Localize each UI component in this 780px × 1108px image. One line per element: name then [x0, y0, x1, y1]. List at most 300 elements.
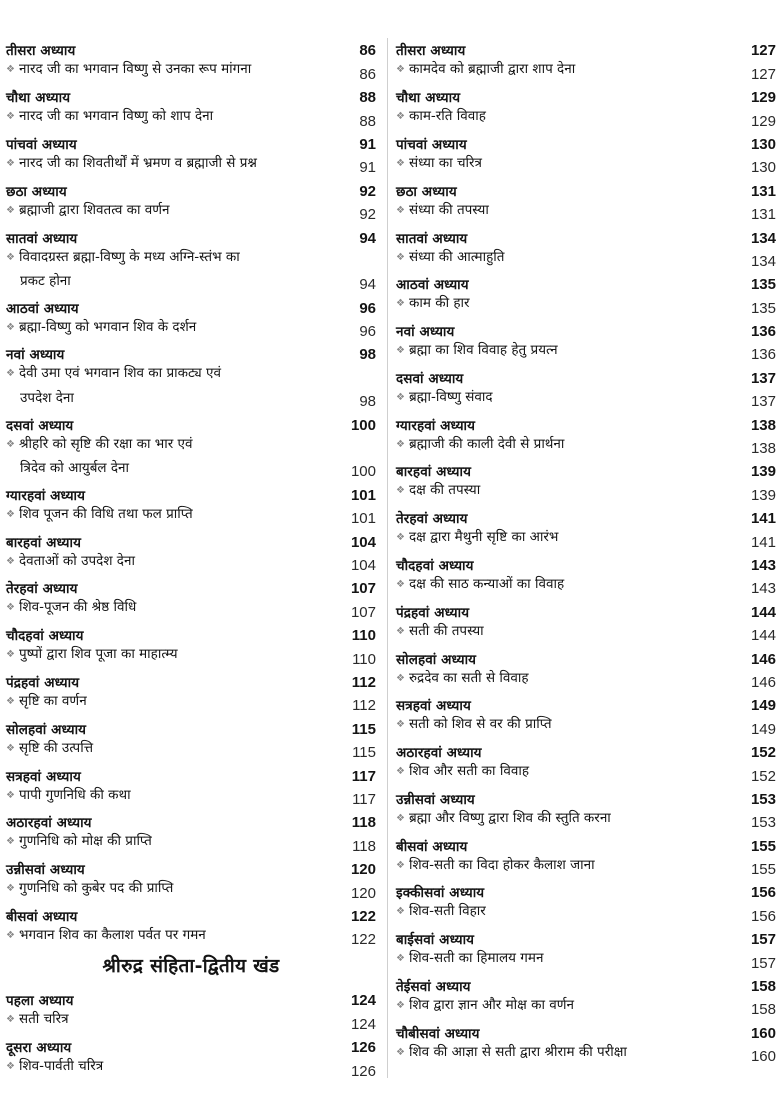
chapter-entry[interactable] — [6, 36, 376, 59]
topic-page-number: 141 — [750, 533, 776, 551]
diamond-bullet-icon: ❖ — [6, 64, 15, 76]
topic-entry[interactable] — [396, 247, 776, 270]
diamond-bullet-icon: ❖ — [396, 578, 405, 590]
chapter-entry[interactable] — [6, 480, 376, 503]
topic-entry[interactable] — [6, 644, 376, 667]
topic-entry[interactable] — [6, 59, 376, 82]
chapter-page-number: 101 — [350, 486, 376, 504]
diamond-bullet-icon: ❖ — [6, 438, 15, 450]
topic-title — [396, 152, 482, 176]
topic-page-number: 131 — [750, 206, 776, 224]
chapter-entry[interactable] — [6, 223, 376, 246]
chapter-page-number: 155 — [750, 837, 776, 855]
diamond-bullet-icon: ❖ — [396, 111, 405, 123]
topic-entry[interactable] — [396, 527, 776, 550]
topic-page-number: 144 — [750, 627, 776, 645]
chapter-entry[interactable] — [6, 83, 376, 106]
topic-title — [6, 550, 135, 574]
chapter-title: दूसरा अध्याय — [6, 1040, 72, 1057]
chapter-page-number: 127 — [750, 42, 776, 60]
diamond-bullet-icon: ❖ — [396, 672, 405, 684]
chapter-page-number: 141 — [750, 510, 776, 528]
chapter-title: बारहवां अध्याय — [6, 534, 82, 551]
topic-text: ब्रह्माजी द्वारा शिवतत्व का वर्णन — [18, 201, 170, 218]
topic-page-number: 158 — [750, 1001, 776, 1019]
topic-page-number: 118 — [352, 837, 376, 855]
chapter-page-number: 138 — [750, 416, 776, 434]
chapter-page-number: 131 — [750, 182, 776, 200]
topic-text: गुणनिधि को मोक्ष की प्राप्ति — [18, 833, 152, 850]
topic-entry[interactable] — [396, 995, 776, 1018]
diamond-bullet-icon: ❖ — [396, 298, 405, 310]
chapter-entry[interactable] — [396, 410, 776, 433]
topic-text: रुद्रदेव का सती से विवाह — [408, 669, 529, 686]
topic-text-continued: प्रकट होना — [20, 272, 71, 289]
diamond-bullet-icon: ❖ — [396, 859, 405, 871]
chapter-title: बीसवां अध्याय — [6, 908, 78, 925]
topic-title — [6, 362, 221, 410]
diamond-bullet-icon: ❖ — [396, 812, 405, 824]
topic-page-number: 129 — [750, 112, 776, 130]
toc-left-column — [6, 36, 376, 948]
chapter-page-number: 129 — [750, 89, 776, 107]
topic-entry[interactable] — [396, 761, 776, 784]
topic-title — [6, 784, 131, 808]
topic-title — [396, 1041, 627, 1065]
topic-entry[interactable] — [6, 363, 376, 410]
diamond-bullet-icon: ❖ — [396, 625, 405, 637]
toc-right-column — [396, 36, 776, 1065]
topic-entry[interactable] — [396, 480, 776, 503]
diamond-bullet-icon: ❖ — [6, 836, 15, 848]
topic-text: काम की हार — [408, 295, 470, 312]
chapter-title: चौथा अध्याय — [6, 90, 71, 107]
chapter-entry[interactable] — [6, 527, 376, 550]
topic-page-number: 115 — [352, 744, 376, 762]
topic-page-number: 122 — [350, 931, 376, 949]
diamond-bullet-icon: ❖ — [396, 953, 405, 965]
chapter-entry[interactable] — [396, 691, 776, 714]
topic-title — [6, 877, 173, 901]
chapter-entry[interactable] — [396, 925, 776, 948]
diamond-bullet-icon: ❖ — [6, 649, 15, 661]
topic-entry[interactable] — [396, 200, 776, 223]
topic-text: दक्ष की तपस्या — [408, 482, 481, 499]
topic-entry[interactable] — [396, 293, 776, 316]
chapter-title: पांचवां अध्याय — [396, 136, 467, 153]
chapter-entry[interactable] — [6, 293, 376, 316]
topic-entry[interactable] — [396, 340, 776, 363]
chapter-page-number: 104 — [350, 533, 376, 551]
chapter-entry[interactable] — [6, 808, 376, 831]
chapter-title: तेरहवां अध्याय — [396, 511, 468, 528]
topic-title — [396, 713, 552, 737]
chapter-page-number: 160 — [750, 1024, 776, 1042]
topic-page-number: 86 — [359, 65, 376, 83]
topic-entry[interactable] — [6, 106, 376, 129]
topic-text: संध्या की आत्माहुति — [408, 248, 505, 265]
chapter-entry[interactable] — [396, 644, 776, 667]
topic-page-number: 127 — [750, 65, 776, 83]
topic-title — [396, 339, 558, 363]
topic-text: ब्रह्मा का शिव विवाह हेतु प्रयत्न — [408, 342, 558, 359]
diamond-bullet-icon: ❖ — [6, 204, 15, 216]
topic-entry[interactable] — [6, 691, 376, 714]
topic-entry[interactable] — [396, 387, 776, 410]
topic-title — [396, 526, 558, 550]
topic-entry[interactable] — [6, 785, 376, 808]
topic-entry[interactable] — [6, 597, 376, 620]
topic-page-number: 152 — [750, 767, 776, 785]
topic-text: नारद जी का शिवतीर्थों में भ्रमण व ब्रह्माजी से प्रश्न — [18, 154, 257, 171]
chapter-page-number: 88 — [359, 89, 376, 107]
diamond-bullet-icon: ❖ — [6, 695, 15, 707]
topic-text: सृष्टि का वर्णन — [18, 692, 87, 709]
chapter-entry[interactable] — [6, 1033, 376, 1056]
diamond-bullet-icon: ❖ — [6, 251, 15, 263]
chapter-entry[interactable] — [6, 340, 376, 363]
chapter-title: बीसवां अध्याय — [396, 838, 468, 855]
topic-page-number: 104 — [350, 557, 376, 575]
chapter-page-number: 139 — [750, 463, 776, 481]
chapter-entry[interactable] — [6, 714, 376, 737]
topic-text: सती को शिव से वर की प्राप्ति — [408, 716, 552, 733]
chapter-page-number: 91 — [359, 135, 376, 153]
topic-entry[interactable] — [6, 831, 376, 854]
chapter-entry[interactable] — [6, 130, 376, 153]
topic-page-number: 156 — [750, 907, 776, 925]
topic-text: दक्ष की साठ कन्याओं का विवाह — [408, 575, 565, 592]
column-divider — [387, 38, 388, 1078]
chapter-title: उन्नीसवां अध्याय — [396, 791, 475, 808]
topic-page-number: 88 — [359, 112, 376, 130]
topic-page-number: 157 — [750, 954, 776, 972]
diamond-bullet-icon: ❖ — [6, 508, 15, 520]
topic-title — [396, 667, 529, 691]
diamond-bullet-icon: ❖ — [6, 789, 15, 801]
topic-text: सृष्टि की उत्पत्ति — [18, 739, 94, 756]
topic-page-number: 92 — [359, 206, 376, 224]
diamond-bullet-icon: ❖ — [6, 555, 15, 567]
chapter-entry[interactable] — [6, 855, 376, 878]
topic-title — [6, 1055, 103, 1079]
topic-page-number: 96 — [359, 323, 376, 341]
topic-entry[interactable] — [6, 878, 376, 901]
chapter-entry[interactable] — [396, 597, 776, 620]
chapter-title: दसवां अध्याय — [6, 417, 74, 434]
chapter-entry[interactable] — [396, 878, 776, 901]
topic-entry[interactable] — [6, 504, 376, 527]
topic-text: विवादग्रस्त ब्रह्मा-विष्णु के मध्य अग्नि-स्तंभ का — [18, 248, 240, 265]
topic-title — [6, 433, 193, 481]
topic-text: नारद जी का भगवान विष्णु को शाप देना — [18, 108, 214, 125]
chapter-page-number: 137 — [750, 369, 776, 387]
chapter-title: सातवां अध्याय — [6, 230, 78, 247]
toc-section-entries — [6, 986, 376, 1080]
chapter-title: सत्रहवां अध्याय — [396, 698, 471, 715]
diamond-bullet-icon: ❖ — [396, 157, 405, 169]
diamond-bullet-icon: ❖ — [6, 157, 15, 169]
topic-entry[interactable] — [396, 948, 776, 971]
chapter-title: आठवां अध्याय — [396, 277, 469, 294]
topic-page-number: 98 — [359, 393, 376, 411]
topic-text: शिव-सती विहार — [408, 903, 486, 920]
topic-text: शिव द्वारा ज्ञान और मोक्ष का वर्णन — [408, 997, 575, 1013]
chapter-entry[interactable] — [6, 668, 376, 691]
chapter-entry[interactable] — [6, 902, 376, 925]
topic-entry[interactable] — [396, 434, 776, 457]
diamond-bullet-icon: ❖ — [396, 906, 405, 918]
topic-page-number: 137 — [750, 393, 776, 411]
chapter-title: तीसरा अध्याय — [6, 43, 76, 60]
chapter-title: सोलहवां अध्याय — [6, 721, 87, 738]
chapter-entry[interactable] — [6, 574, 376, 597]
chapter-page-number: 96 — [359, 299, 376, 317]
topic-entry[interactable] — [6, 1009, 376, 1032]
chapter-title: बाईसवां अध्याय — [396, 932, 475, 949]
topic-page-number: 130 — [750, 159, 776, 177]
diamond-bullet-icon: ❖ — [396, 204, 405, 216]
topic-text: पापी गुणनिधि की कथा — [18, 786, 131, 803]
topic-page-number: 107 — [350, 603, 376, 621]
topic-page-number: 110 — [352, 650, 376, 668]
topic-title — [396, 760, 529, 784]
topic-entry[interactable] — [396, 59, 776, 82]
topic-title — [6, 690, 87, 714]
chapter-page-number: 144 — [750, 603, 776, 621]
section-heading: श्रीरुद्र संहिता-द्वितीय खंड — [102, 955, 280, 977]
topic-title — [396, 292, 470, 316]
diamond-bullet-icon: ❖ — [396, 485, 405, 497]
topic-entry[interactable] — [6, 317, 376, 340]
topic-page-number: 120 — [350, 884, 376, 902]
topic-text: संध्या का चरित्र — [408, 154, 482, 171]
diamond-bullet-icon: ❖ — [6, 321, 15, 333]
topic-text: पुष्पों द्वारा शिव पूजा का माहात्म्य — [18, 646, 178, 663]
chapter-title: अठारहवां अध्याय — [6, 815, 92, 832]
topic-entry[interactable] — [396, 855, 776, 878]
topic-page-number: 149 — [750, 720, 776, 738]
chapter-entry[interactable] — [6, 176, 376, 199]
chapter-entry[interactable] — [396, 36, 776, 59]
topic-text-continued: उपदेश देना — [20, 389, 74, 406]
topic-page-number: 135 — [750, 299, 776, 317]
topic-page-number: 155 — [750, 861, 776, 879]
topic-entry[interactable] — [396, 621, 776, 644]
topic-page-number: 112 — [352, 697, 376, 715]
topic-text: दक्ष द्वारा मैथुनी सृष्टि का आरंभ — [408, 529, 559, 546]
chapter-entry[interactable] — [6, 410, 376, 433]
diamond-bullet-icon: ❖ — [6, 883, 15, 895]
chapter-title: पंद्रहवां अध्याय — [396, 604, 470, 621]
chapter-title: बारहवां अध्याय — [396, 464, 472, 481]
diamond-bullet-icon: ❖ — [396, 438, 405, 450]
chapter-entry[interactable] — [6, 761, 376, 784]
topic-page-number: 153 — [750, 814, 776, 832]
chapter-title: तेईसवां अध्याय — [396, 979, 471, 996]
topic-entry[interactable] — [396, 574, 776, 597]
topic-entry[interactable] — [396, 901, 776, 924]
chapter-entry[interactable] — [396, 83, 776, 106]
topic-entry[interactable] — [396, 808, 776, 831]
topic-page-number: 117 — [352, 790, 376, 808]
topic-text: ब्रह्मा-विष्णु को भगवान शिव के दर्शन — [18, 318, 197, 335]
chapter-page-number: 135 — [750, 276, 776, 294]
topic-entry[interactable] — [396, 153, 776, 176]
diamond-bullet-icon: ❖ — [6, 111, 15, 123]
chapter-page-number: 115 — [351, 720, 376, 738]
diamond-bullet-icon: ❖ — [396, 64, 405, 76]
chapter-title: सत्रहवां अध्याय — [6, 768, 81, 785]
topic-page-number: 160 — [750, 1048, 776, 1066]
chapter-entry[interactable] — [396, 317, 776, 340]
chapter-page-number: 117 — [351, 767, 376, 785]
topic-entry[interactable] — [396, 714, 776, 737]
topic-text: शिव-सती का विदा होकर कैलाश जाना — [408, 856, 595, 873]
chapter-page-number: 157 — [750, 931, 776, 949]
diamond-bullet-icon: ❖ — [396, 532, 405, 544]
chapter-title: दसवां अध्याय — [396, 370, 464, 387]
chapter-title: अठारहवां अध्याय — [396, 745, 482, 762]
topic-title — [6, 924, 206, 948]
chapter-entry[interactable] — [396, 223, 776, 246]
topic-title — [6, 105, 213, 129]
chapter-entry[interactable] — [396, 270, 776, 293]
topic-page-number: 124 — [350, 1015, 376, 1033]
topic-title — [396, 854, 595, 878]
chapter-entry[interactable] — [396, 1018, 776, 1041]
chapter-page-number: 118 — [351, 814, 376, 832]
chapter-page-number: 126 — [350, 1039, 376, 1057]
topic-page-number: 134 — [750, 252, 776, 270]
chapter-page-number: 124 — [350, 992, 376, 1010]
topic-text: शिव की आज्ञा से सती द्वारा श्रीराम की परीक्षा — [408, 1043, 627, 1060]
chapter-page-number: 152 — [750, 744, 776, 762]
topic-title — [396, 994, 574, 1018]
topic-title — [396, 105, 486, 129]
topic-title — [396, 573, 564, 597]
topic-entry[interactable] — [396, 106, 776, 129]
topic-title — [396, 479, 480, 503]
diamond-bullet-icon: ❖ — [6, 602, 15, 614]
topic-page-number: 139 — [750, 486, 776, 504]
topic-title — [396, 807, 611, 831]
topic-entry[interactable] — [6, 153, 376, 176]
chapter-entry[interactable] — [396, 504, 776, 527]
diamond-bullet-icon: ❖ — [396, 719, 405, 731]
topic-text: शिव पूजन की विधि तथा फल प्राप्ति — [18, 505, 193, 522]
chapter-title: नवां अध्याय — [396, 324, 455, 341]
chapter-page-number: 136 — [750, 323, 776, 341]
topic-page-number: 94 — [359, 276, 376, 294]
chapter-entry[interactable] — [6, 621, 376, 644]
chapter-page-number: 130 — [750, 135, 776, 153]
topic-entry[interactable] — [6, 925, 376, 948]
topic-text: भगवान शिव का कैलाश पर्वत पर गमन — [18, 926, 206, 943]
topic-page-number: 100 — [350, 463, 376, 481]
diamond-bullet-icon: ❖ — [6, 1061, 15, 1073]
topic-page-number: 143 — [750, 580, 776, 598]
diamond-bullet-icon: ❖ — [396, 391, 405, 403]
chapter-entry[interactable] — [6, 986, 376, 1009]
topic-entry[interactable] — [6, 434, 376, 481]
chapter-title: चौदहवां अध्याय — [396, 557, 474, 574]
chapter-page-number: 112 — [351, 673, 376, 691]
topic-page-number: 101 — [350, 510, 376, 528]
chapter-entry[interactable] — [396, 785, 776, 808]
topic-text: ब्रह्माजी की काली देवी से प्रार्थना — [408, 435, 565, 452]
topic-text: ब्रह्मा-विष्णु संवाद — [408, 388, 493, 405]
topic-text: श्रीहरि को सृष्टि की रक्षा का भार एवं — [18, 435, 193, 452]
diamond-bullet-icon: ❖ — [6, 368, 15, 380]
topic-page-number: 138 — [750, 440, 776, 458]
chapter-entry[interactable] — [396, 831, 776, 854]
chapter-entry[interactable] — [396, 363, 776, 386]
topic-text: कामदेव को ब्रह्माजी द्वारा शाप देना — [408, 61, 576, 78]
chapter-title: पहला अध्याय — [6, 993, 74, 1010]
diamond-bullet-icon: ❖ — [6, 929, 15, 941]
topic-entry[interactable] — [6, 1056, 376, 1079]
topic-page-number: 91 — [359, 159, 376, 177]
chapter-entry[interactable] — [396, 738, 776, 761]
topic-text: गुणनिधि को कुबेर पद की प्राप्ति — [18, 880, 174, 897]
chapter-entry[interactable] — [396, 176, 776, 199]
chapter-entry[interactable] — [396, 972, 776, 995]
topic-text: ब्रह्मा और विष्णु द्वारा शिव की स्तुति करना — [408, 809, 611, 826]
chapter-page-number: 149 — [750, 697, 776, 715]
chapter-page-number: 143 — [750, 556, 776, 574]
chapter-page-number: 134 — [750, 229, 776, 247]
topic-title — [396, 199, 489, 223]
topic-title — [6, 1008, 69, 1032]
topic-entry[interactable] — [6, 200, 376, 223]
diamond-bullet-icon: ❖ — [6, 742, 15, 754]
chapter-page-number: 86 — [359, 42, 376, 60]
topic-page-number: 146 — [750, 673, 776, 691]
topic-title — [6, 199, 170, 223]
chapter-page-number: 153 — [750, 790, 776, 808]
topic-title — [6, 246, 240, 294]
topic-text: नारद जी का भगवान विष्णु से उनका रूप मांगना — [18, 61, 252, 78]
topic-text: शिव और सती का विवाह — [408, 763, 530, 780]
chapter-title: पांचवां अध्याय — [6, 136, 77, 153]
chapter-page-number: 92 — [359, 182, 376, 200]
topic-entry[interactable] — [396, 668, 776, 691]
topic-text: सती चरित्र — [18, 1011, 69, 1028]
topic-entry[interactable] — [6, 551, 376, 574]
topic-entry[interactable] — [6, 247, 376, 294]
chapter-title: इक्कीसवां अध्याय — [396, 885, 485, 902]
chapter-page-number: 156 — [750, 884, 776, 902]
topic-title — [6, 830, 152, 854]
diamond-bullet-icon: ❖ — [396, 766, 405, 778]
topic-title — [6, 643, 178, 667]
chapter-entry[interactable] — [396, 551, 776, 574]
topic-text-continued: त्रिदेव को आयुर्बल देना — [20, 460, 130, 477]
chapter-entry[interactable] — [396, 457, 776, 480]
topic-title — [396, 246, 504, 270]
topic-text: शिव-पूजन की श्रेष्ठ विधि — [18, 599, 137, 616]
chapter-page-number: 94 — [359, 229, 376, 247]
diamond-bullet-icon: ❖ — [396, 1000, 405, 1011]
topic-title — [396, 620, 484, 644]
chapter-title: तीसरा अध्याय — [396, 43, 466, 60]
chapter-entry[interactable] — [396, 130, 776, 153]
chapter-title: चौथा अध्याय — [396, 90, 461, 107]
topic-entry[interactable] — [6, 738, 376, 761]
topic-title — [6, 152, 257, 176]
topic-entry[interactable] — [396, 1042, 776, 1065]
